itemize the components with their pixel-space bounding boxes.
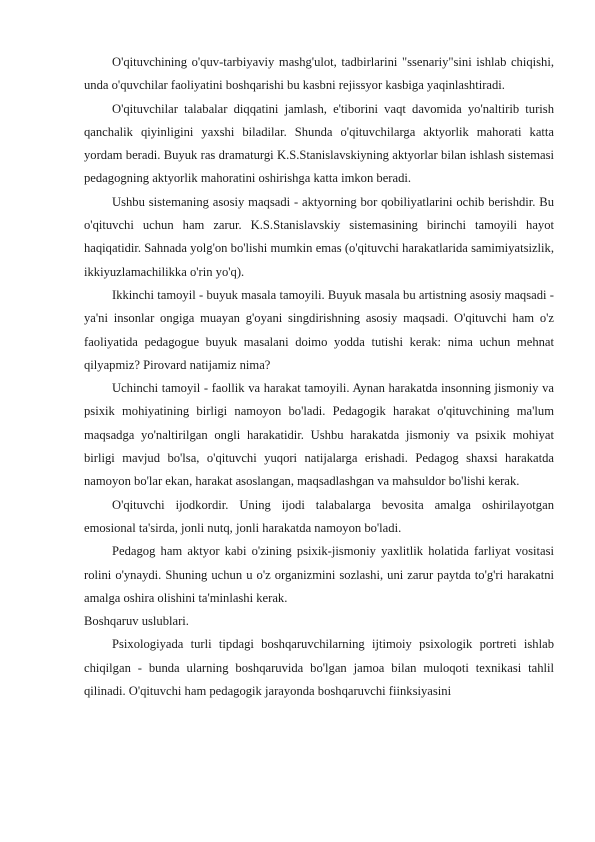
paragraph-5: Uchinchi tamoyil - faollik va harakat tamoyili. Aynan harakatda insonning jismoniy va psixik mohiyatining birligi namoyon bo'ladi. Pedagogik harakat o'qituvchining ma'lum maqsadga yo'naltirilgan ongli harakatidir. Ushbu harakatda jismoniy va psixik mohiyat birligi mavjud bo'lsa, o'qituvchi yuqori natijalarga erishadi. Pedagog shaxsi harakatda namoyon bo'lar ekan, harakat asoslangan, maqsadlashgan va mahsuldor bo'lishi kerak. <box>84 381 554 489</box>
section-title: Boshqaruv uslublari. <box>84 614 189 629</box>
paragraph-2: O'qituvchilar talabalar diqqatini jamlash, e'tiborini vaqt davomida yo'naltirib turish qanchalik qiyinligini yaxshi biladilar. Shunda o'qituvchilarga aktyorlik mahorati katta yordam beradi. Buyuk ras dramaturgi K.S.Stanislavskiyning aktyorlar bilan ishlash sistemasi pedagogning aktyorlik mahoratini oshirishga katta imkon beradi. <box>84 101 554 186</box>
paragraph-1: O'qituvchining o'quv-tarbiyaviy mashg'ulot, tadbirlarini "ssenariy"sini ishlab chiqishi, unda o'quvchilar faoliyatini boshqarishi bu kasbni rejissyor kasbiga yaqinlashtiradi. <box>84 55 554 93</box>
paragraph-3: Ushbu sistemaning asosiy maqsadi - aktyorning bor qobiliyatlarini ochib berishdir. Bu o'qituvchi uchun ham zarur. K.S.Stanislavskiy sistemasining birinchi tamoyili hayot haqiqatidir. Sahnada yolg'on bo'lishi mumkin emas (o'qituvchi harakatlarida samimiyatsizlik, ikkiyuzlamachilikka o'rin yo'q). <box>84 194 554 279</box>
paragraph-4: Ikkinchi tamoyil - buyuk masala tamoyili. Buyuk masala bu artistning asosiy maqsadi - ya'ni insonlar ongiga muayan g'oyani singdirishning asosiy maqsadi. O'qituvchi ham o'z faoliyatida pedagogue buyuk masalani doimo yodda tutishi kerak: nima uchun mehnat qilyapmiz? Pirovard natijamiz nima? <box>84 287 554 372</box>
paragraph-6: O'qituvchi ijodkordir. Uning ijodi talabalarga bevosita amalga oshirilayotgan emosional ta'sirda, jonli nutq, jonli harakatda namoyon bo'ladi. <box>84 497 554 535</box>
paragraph-final: Psixologiyada turli tipdagi boshqaruvchilarning ijtimoiy psixologik portreti ishlab chiqilgan - bunda ularning boshqaruvida bo'lgan jamoa bilan muloqoti texnikasi tahlil qilinadi. O'qituvchi ham pedagogik jarayonda boshqaruvchi fiinksiyasini <box>84 637 554 699</box>
paragraph-7: Pedagog ham aktyor kabi o'zining psixik-jismoniy yaxlitlik holatida farliyat vositasi rolini o'ynaydi. Shuning uchun u o'z organizmini sozlashi, uni zarur paytda to'g'ri harakatni amalga oshira olishini ta'minlashi kerak. <box>84 544 554 605</box>
document-page <box>84 51 554 703</box>
